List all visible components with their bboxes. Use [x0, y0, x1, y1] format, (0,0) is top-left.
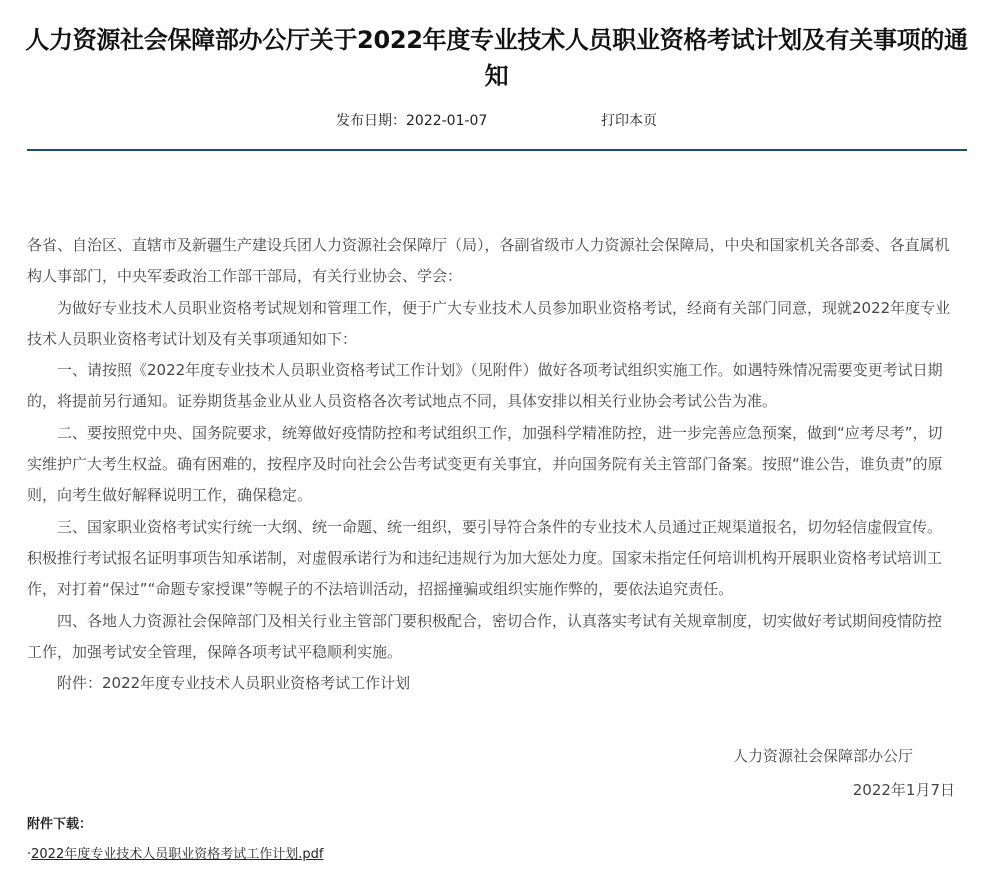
attachment-download-link[interactable]: 2022年度专业技术人员职业资格考试工作计划.pdf	[31, 847, 324, 862]
item-1-paragraph: 一、请按照《2022年度专业技术人员职业资格考试工作计划》（见附件）做好各项考试组织实施工作。如遇特殊情况需要变更考试日期的，将提前另行通知。证券期货基金业从业人员资格各次考试地点不同，具体安排以相关行业协会考试公告为准。	[27, 361, 943, 411]
print-page-link[interactable]: 打印本页	[601, 113, 657, 129]
bullet-dot: ·	[27, 847, 32, 862]
attachment-note: 附件：2022年度专业技术人员职业资格考试工作计划	[57, 674, 411, 693]
intro-paragraph: 为做好专业技术人员职业资格考试规划和管理工作，便于广大专业技术人员参加职业资格考试，经商有关部门同意，现就2022年度专业技术人员职业资格考试计划及有关事项通知如下：	[27, 298, 951, 348]
page-title: 人力资源社会保障部办公厅关于2022年度专业技术人员职业资格考试计划及有关事项的通知	[25, 26, 968, 90]
salutation-paragraph: 各省、自治区、直辖市及新疆生产建设兵团人力资源社会保障厅（局），各副省级市人力资源社会保障局，中央和国家机关各部委、各直属机构人事部门，中央军委政治工作部干部局，有关行业协会、学会：	[27, 236, 950, 286]
item-3-paragraph: 三、国家职业资格考试实行统一大纲、统一命题、统一组织，要引导符合条件的专业技术人员通过正规渠道报名，切勿轻信虚假宣传。积极推行考试报名证明事项告知承诺制，对虚假承诺行为和违纪违规行为加大惩处力度。国家未指定任何培训机构开展职业资格考试培训工作，对打着“保过”“命题专家授课”等幌子的不法培训活动，招摇撞骗或组织实施作弊的，要依法追究责任。	[27, 517, 943, 599]
attachments-heading: 附件下载：	[27, 817, 93, 832]
item-4-paragraph: 四、各地人力资源社会保障部门及相关行业主管部门要积极配合，密切合作，认真落实考试有关规章制度，切实做好考试期间疫情防控工作，加强考试安全管理，保障各项考试平稳顺利实施。	[27, 611, 943, 661]
issuer-signature: 人力资源社会保障部办公厅	[732, 747, 913, 765]
article-body	[27, 230, 955, 699]
issue-date: 2022年1月7日	[852, 781, 955, 799]
attachment-item	[27, 843, 323, 862]
item-2-paragraph: 二、要按照党中央、国务院要求，统筹做好疫情防控和考试组织工作，加强科学精准防控，进一步完善应急预案，做到“应考尽考”，切实维护广大考生权益。确有困难的，按程序及时向社会公告考试变更有关事宜，并向国务院有关主管部门备案。按照“谁公告，谁负责”的原则，向考生做好解释说明工作，确保稳定。	[27, 423, 943, 505]
publish-date: 发布日期：2022-01-07	[336, 113, 488, 129]
article-meta	[0, 110, 993, 130]
title-divider	[27, 149, 967, 151]
